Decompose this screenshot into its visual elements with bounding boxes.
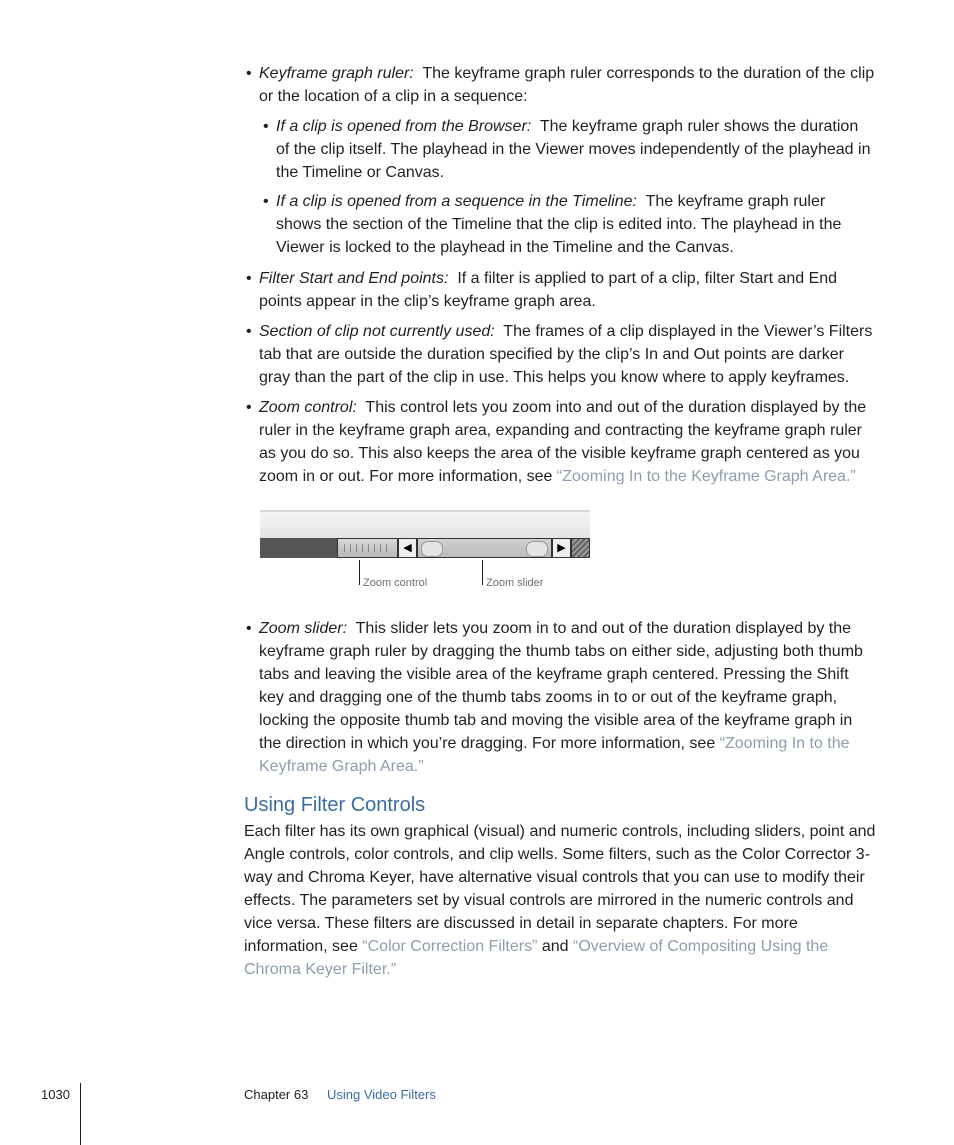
section-paragraph: Each filter has its own graphical (visual) and numeric controls, including sliders, point and Angle controls, color controls, and clip wells. Some filters, such as the Color Corrector 3-way and Chroma Keyer, have alternative visual controls that you can use to modify their effects. The parameters set by visual controls are mirrored in the numeric controls and vice versa. These filters are discussed in detail in separate chapters. For more information, see “Color Correction Filters” and “Overview of Compositing Using the Chroma Keyer Filter.” bbox=[244, 823, 876, 978]
term: If a clip is opened from a sequence in the Timeline: bbox=[276, 193, 637, 210]
viewer-bottom-bar bbox=[260, 538, 590, 558]
cross-reference-link[interactable]: “Zooming In to the Keyframe Graph Area.” bbox=[259, 735, 850, 775]
cross-reference-link[interactable]: “Zooming In to the Keyframe Graph Area.” bbox=[556, 468, 856, 485]
cross-reference-link[interactable]: “Overview of Compositing Using the Chroma Keyer Filter.” bbox=[244, 938, 829, 978]
callout-zoom-control: Zoom control bbox=[363, 577, 428, 589]
zoom-control-ticks bbox=[344, 544, 388, 552]
chapter-number: Chapter 63 bbox=[244, 1087, 309, 1102]
bullet-filter-start-end: • Filter Start and End points: If a filter is applied to part of a clip, filter Start and End points appear in the clip’s keyframe graph area. bbox=[246, 270, 838, 310]
term: Zoom control: bbox=[259, 399, 357, 416]
term: If a clip is opened from the Browser: bbox=[276, 118, 532, 135]
zoom-slider-left-thumb[interactable] bbox=[421, 541, 443, 557]
scroll-right-arrow-icon[interactable]: ▶ bbox=[552, 538, 571, 558]
zoom-slider-right-thumb[interactable] bbox=[526, 541, 548, 557]
callout-line bbox=[359, 560, 360, 585]
footer-divider bbox=[80, 1083, 81, 1145]
scroll-left-arrow-icon[interactable]: ◀ bbox=[398, 538, 417, 558]
term: Section of clip not currently used: bbox=[259, 323, 495, 340]
bullet-zoom-slider: • Zoom slider: This slider lets you zoom in to and out of the duration displayed by the keyframe graph ruler by dragging the thumb tabs on either side, adjusting both thumb tabs and leaving the visible area of the keyframe graph centered. Pressing the Shift key and dragging one of the thumb tabs zooms in to or out of the keyframe graph, locking the opposite thumb tab and moving the visible area of the keyframe graph in the direction in which you’re dragging. For more information, see “Zooming In to the Keyframe Graph Area.” bbox=[246, 620, 863, 775]
subbullet-timeline: • If a clip is opened from a sequence in the Timeline: The keyframe graph ruler shows the section of the Timeline that the clip is edited into. The playhead in the Viewer is locked to the playhead in the Timeline and the Canvas. bbox=[263, 193, 842, 256]
subbullet-browser: • If a clip is opened from the Browser: The keyframe graph ruler shows the duration of the clip itself. The playhead in the Viewer moves independently of the playhead in the Timeline or Canvas. bbox=[263, 118, 871, 181]
chapter-title: Using Video Filters bbox=[327, 1087, 436, 1102]
term: Filter Start and End points: bbox=[259, 270, 449, 287]
zoom-control[interactable] bbox=[337, 538, 398, 558]
zoom-controls-figure bbox=[260, 510, 590, 560]
resize-handle-icon[interactable] bbox=[571, 538, 590, 558]
cross-reference-link[interactable]: “Color Correction Filters” bbox=[362, 938, 538, 955]
term: Keyframe graph ruler: bbox=[259, 65, 414, 82]
bullet-zoom-control: • Zoom control: This control lets you zoom into and out of the duration displayed by the ruler in the keyframe graph area, expanding and contracting the keyframe graph ruler as you do so. This also keeps the area of the visible keyframe graph centered as you zoom in or out. For more information, see “Zooming In to the Keyframe Graph Area.” bbox=[246, 399, 867, 485]
keyframe-graph-area bbox=[260, 510, 590, 540]
bullet-section-unused: • Section of clip not currently used: The frames of a clip displayed in the Viewer’s Filters tab that are outside the duration specified by the clip’s In and Out points are darker gray than the part of the clip in use. This helps you know where to apply keyframes. bbox=[246, 323, 873, 386]
callout-line bbox=[482, 560, 483, 585]
section-heading: Using Filter Controls bbox=[244, 794, 426, 816]
zoom-slider[interactable] bbox=[417, 538, 552, 558]
bullet-keyframe-graph-ruler: • Keyframe graph ruler: The keyframe graph ruler corresponds to the duration of the clip or the location of a clip in a sequence: bbox=[246, 65, 875, 105]
page-number: 1030 bbox=[41, 1087, 70, 1102]
callout-zoom-slider: Zoom slider bbox=[486, 577, 544, 589]
term: Zoom slider: bbox=[259, 620, 348, 637]
